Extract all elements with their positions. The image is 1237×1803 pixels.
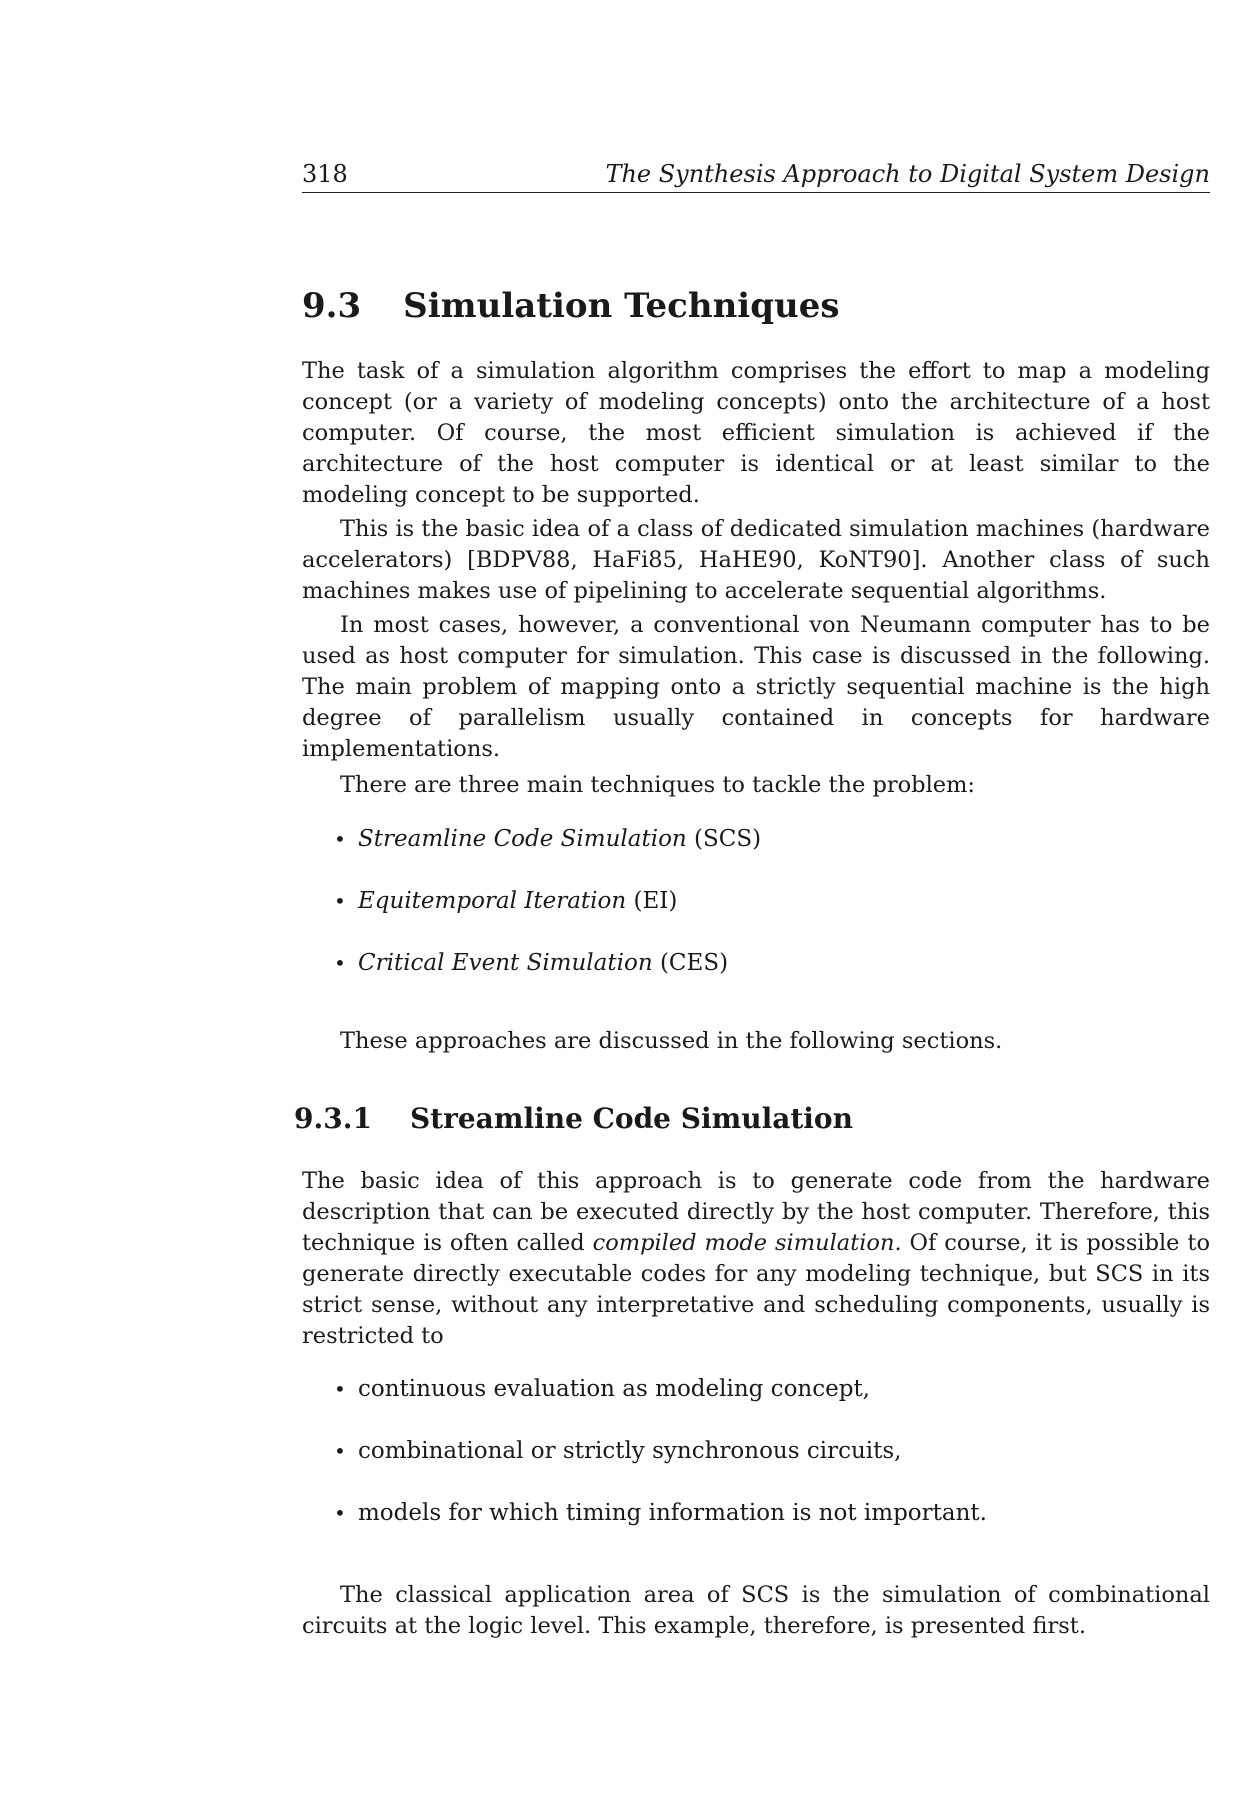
subsection-heading — [294, 1102, 1202, 1135]
list-item — [302, 1438, 1202, 1500]
paragraph-scs-idea — [302, 1166, 1210, 1352]
list-item-text: combinational or strictly synchronous circuits, — [358, 1438, 902, 1464]
list-item — [302, 826, 1202, 888]
techniques-list — [302, 826, 1202, 1012]
bullet-icon: • — [334, 1501, 346, 1525]
scs-term: compiled mode simulation. — [592, 1230, 902, 1256]
list-item — [302, 1500, 1202, 1562]
bullet-icon: • — [334, 889, 346, 913]
list-item-text: models for which timing information is not important. — [358, 1500, 987, 1526]
technique-name: Equitemporal Iteration — [358, 888, 627, 914]
technique-abbr: (SCS) — [694, 826, 762, 852]
paragraph-accelerators: This is the basic idea of a class of dedicated simulation machines (hardware accelerators) [BDPV88, HaFi85, HaHE90, KoNT90]. Another class of such machines makes use of pipelining to accelerate sequential algorithms. — [302, 516, 1210, 604]
section-title: Simulation Techniques — [403, 286, 840, 326]
page-number: 318 — [302, 160, 348, 188]
bullet-icon: • — [334, 827, 346, 851]
subsection-title: Streamline Code Simulation — [409, 1102, 853, 1135]
bullet-icon: • — [334, 1377, 346, 1401]
technique-abbr: (CES) — [659, 950, 729, 976]
subsection-number: 9.3.1 — [294, 1102, 372, 1135]
paragraph-von-neumann: In most cases, however, a conventional von Neumann computer has to be used as host computer for simulation. This case is discussed in the following. The main problem of mapping onto a strictly sequential machine is the high degree of parallelism usually contained in concepts for hardware implementations. — [302, 612, 1210, 762]
running-title: The Synthesis Approach to Digital System Design — [605, 160, 1210, 188]
paragraph-intro: The task of a simulation algorithm comprises the effort to map a modeling concept (or a variety of modeling concepts) onto the architecture of a host computer. Of course, the most efficient simulation is achieved if the architecture of the host computer is identical or at least similar to the modeling concept to be supported. — [302, 358, 1210, 508]
section-heading — [302, 286, 1210, 326]
list-item-text: continuous evaluation as modeling concept, — [358, 1376, 870, 1402]
list-item — [302, 950, 1202, 1012]
list-item — [302, 1376, 1202, 1438]
paragraph-classical-application: The classical application area of SCS is the simulation of combinational circuits at the logic level. This example, therefore, is presented first. — [302, 1582, 1210, 1639]
scs-text-after: Of course, it is possible to generate directly executable codes for any modeling technique, but SCS in its strict sense, without any interpretative and scheduling components, usually is restricted to — [302, 1230, 1210, 1349]
paragraph-three-techniques: There are three main techniques to tackle the problem: — [340, 772, 976, 798]
bullet-icon: • — [334, 951, 346, 975]
list-item — [302, 888, 1202, 950]
scs-restrictions-list — [302, 1376, 1202, 1562]
technique-abbr: (EI) — [633, 888, 678, 914]
technique-name: Streamline Code Simulation — [358, 826, 687, 852]
technique-name: Critical Event Simulation — [358, 950, 653, 976]
paragraph-approaches: These approaches are discussed in the following sections. — [340, 1028, 1003, 1054]
section-number: 9.3 — [302, 286, 362, 326]
bullet-icon: • — [334, 1439, 346, 1463]
running-header — [302, 150, 1210, 193]
scs-text-before: The basic idea of this approach is to generate code from the hardware description that can be executed directly by the host computer. Therefore, this technique is often called — [302, 1168, 1210, 1256]
